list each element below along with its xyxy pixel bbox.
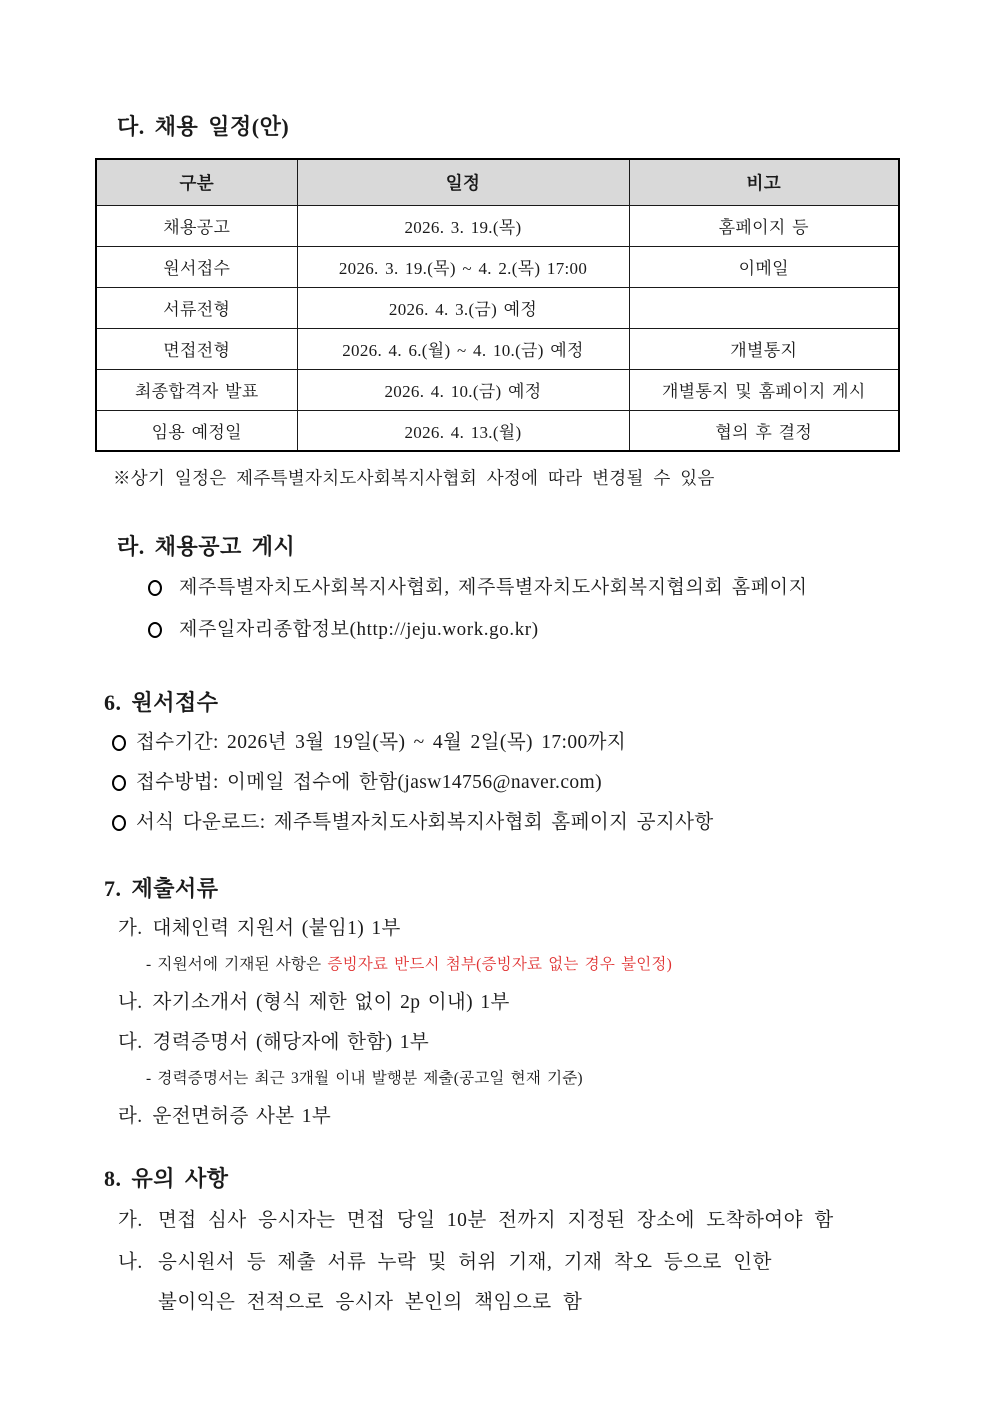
cell-remarks xyxy=(629,287,899,328)
cell-schedule: 2026. 4. 6.(월) ~ 4. 10.(금) 예정 xyxy=(297,328,629,369)
caution-item xyxy=(118,1250,992,1316)
document-item xyxy=(118,916,992,942)
section-c-title: 다. 채용 일정(안) xyxy=(117,114,290,139)
table-row xyxy=(96,369,899,410)
table-row xyxy=(96,328,899,369)
section-d-title: 라. 채용공고 게시 xyxy=(117,534,296,559)
caution-line: 응시원서 등 제출 서류 누락 및 허위 기재, 기재 착오 등으로 인한 xyxy=(158,1252,772,1273)
cell-category: 면접전형 xyxy=(96,328,297,369)
table-row xyxy=(96,287,899,328)
posting-site-text: 제주일자리종합정보(http://jeju.work.go.kr) xyxy=(179,619,539,640)
item-label: 나. xyxy=(118,992,143,1013)
application-info-text: 서식 다운로드: 제주특별자치도사회복지사협회 홈페이지 공지사항 xyxy=(136,812,714,833)
document-item-text: 운전면허증 사본 1부 xyxy=(152,1106,332,1127)
posting-site-item xyxy=(148,574,992,602)
document-item-text: 자기소개서 (형식 제한 없이 2p 이내) 1부 xyxy=(152,992,510,1013)
header-category: 구분 xyxy=(96,159,297,205)
cell-remarks: 개별통지 xyxy=(629,328,899,369)
caution-item-body xyxy=(158,1208,992,1234)
application-info-item xyxy=(112,729,992,756)
sub-note-emphasis: 증빙자료 반드시 첨부(증빙자료 없는 경우 불인정) xyxy=(327,956,672,973)
application-info-text: 접수방법: 이메일 접수에 한함(jasw14756@naver.com) xyxy=(136,772,603,793)
item-label: 다. xyxy=(118,1032,143,1053)
table-row xyxy=(96,246,899,287)
cell-remarks: 협의 후 결정 xyxy=(629,410,899,451)
header-schedule: 일정 xyxy=(297,159,629,205)
cell-remarks: 홈페이지 등 xyxy=(629,205,899,246)
table-row xyxy=(96,410,899,451)
schedule-change-note: ※상기 일정은 제주특별자치도사회복지사협회 사정에 따라 변경될 수 있음 xyxy=(113,468,715,488)
document-item-text: 대체인력 지원서 (붙임1) 1부 xyxy=(152,918,401,939)
document-sub-note xyxy=(146,954,992,976)
table-header-row xyxy=(96,159,899,205)
document-sub-note: - 경력증명서는 최근 3개월 이내 발행분 제출(공고일 현재 기준) xyxy=(146,1070,583,1087)
item-label: 가. xyxy=(118,1210,143,1231)
schedule-table xyxy=(95,158,900,452)
posting-site-item xyxy=(148,616,992,644)
cell-schedule: 2026. 4. 3.(금) 예정 xyxy=(297,287,629,328)
caution-line: 면접 심사 응시자는 면접 당일 10분 전까지 지정된 장소에 도착하여야 함 xyxy=(158,1210,834,1231)
circle-bullet-icon xyxy=(148,622,162,638)
document-item xyxy=(118,1030,992,1056)
section-8-title: 8. 유의 사항 xyxy=(104,1166,229,1191)
caution-item-body xyxy=(158,1250,992,1316)
application-info-text: 접수기간: 2026년 3월 19일(목) ~ 4월 2일(목) 17:00까지 xyxy=(136,732,627,753)
document-item xyxy=(118,1104,992,1130)
cell-schedule: 2026. 3. 19.(목) ~ 4. 2.(목) 17:00 xyxy=(297,246,629,287)
caution-item xyxy=(118,1208,992,1234)
section-6-title: 6. 원서접수 xyxy=(104,690,219,715)
application-info-item xyxy=(112,809,992,836)
cell-remarks: 이메일 xyxy=(629,246,899,287)
circle-bullet-icon xyxy=(112,735,126,751)
cell-schedule: 2026. 4. 10.(금) 예정 xyxy=(297,369,629,410)
cell-category: 원서접수 xyxy=(96,246,297,287)
cell-category: 채용공고 xyxy=(96,205,297,246)
cell-remarks: 개별통지 및 홈페이지 게시 xyxy=(629,369,899,410)
circle-bullet-icon xyxy=(112,815,126,831)
application-info-item xyxy=(112,769,992,796)
circle-bullet-icon xyxy=(148,580,162,596)
item-label: 나. xyxy=(118,1252,143,1273)
cell-category: 최종합격자 발표 xyxy=(96,369,297,410)
cell-category: 임용 예정일 xyxy=(96,410,297,451)
table-row xyxy=(96,205,899,246)
document-item-text: 경력증명서 (해당자에 한함) 1부 xyxy=(152,1032,430,1053)
cell-category: 서류전형 xyxy=(96,287,297,328)
posting-site-text: 제주특별자치도사회복지사협회, 제주특별자치도사회복지협의회 홈페이지 xyxy=(179,577,808,598)
document-item xyxy=(118,990,992,1016)
item-label: 라. xyxy=(118,1106,143,1127)
header-remarks: 비고 xyxy=(629,159,899,205)
circle-bullet-icon xyxy=(112,775,126,791)
sub-note-prefix: - 지원서에 기재된 사항은 xyxy=(146,956,328,973)
cell-schedule: 2026. 4. 13.(월) xyxy=(297,410,629,451)
item-label: 가. xyxy=(118,918,143,939)
caution-line: 불이익은 전적으로 응시자 본인의 책임으로 함 xyxy=(158,1292,583,1313)
section-7-title: 7. 제출서류 xyxy=(104,876,219,901)
cell-schedule: 2026. 3. 19.(목) xyxy=(297,205,629,246)
